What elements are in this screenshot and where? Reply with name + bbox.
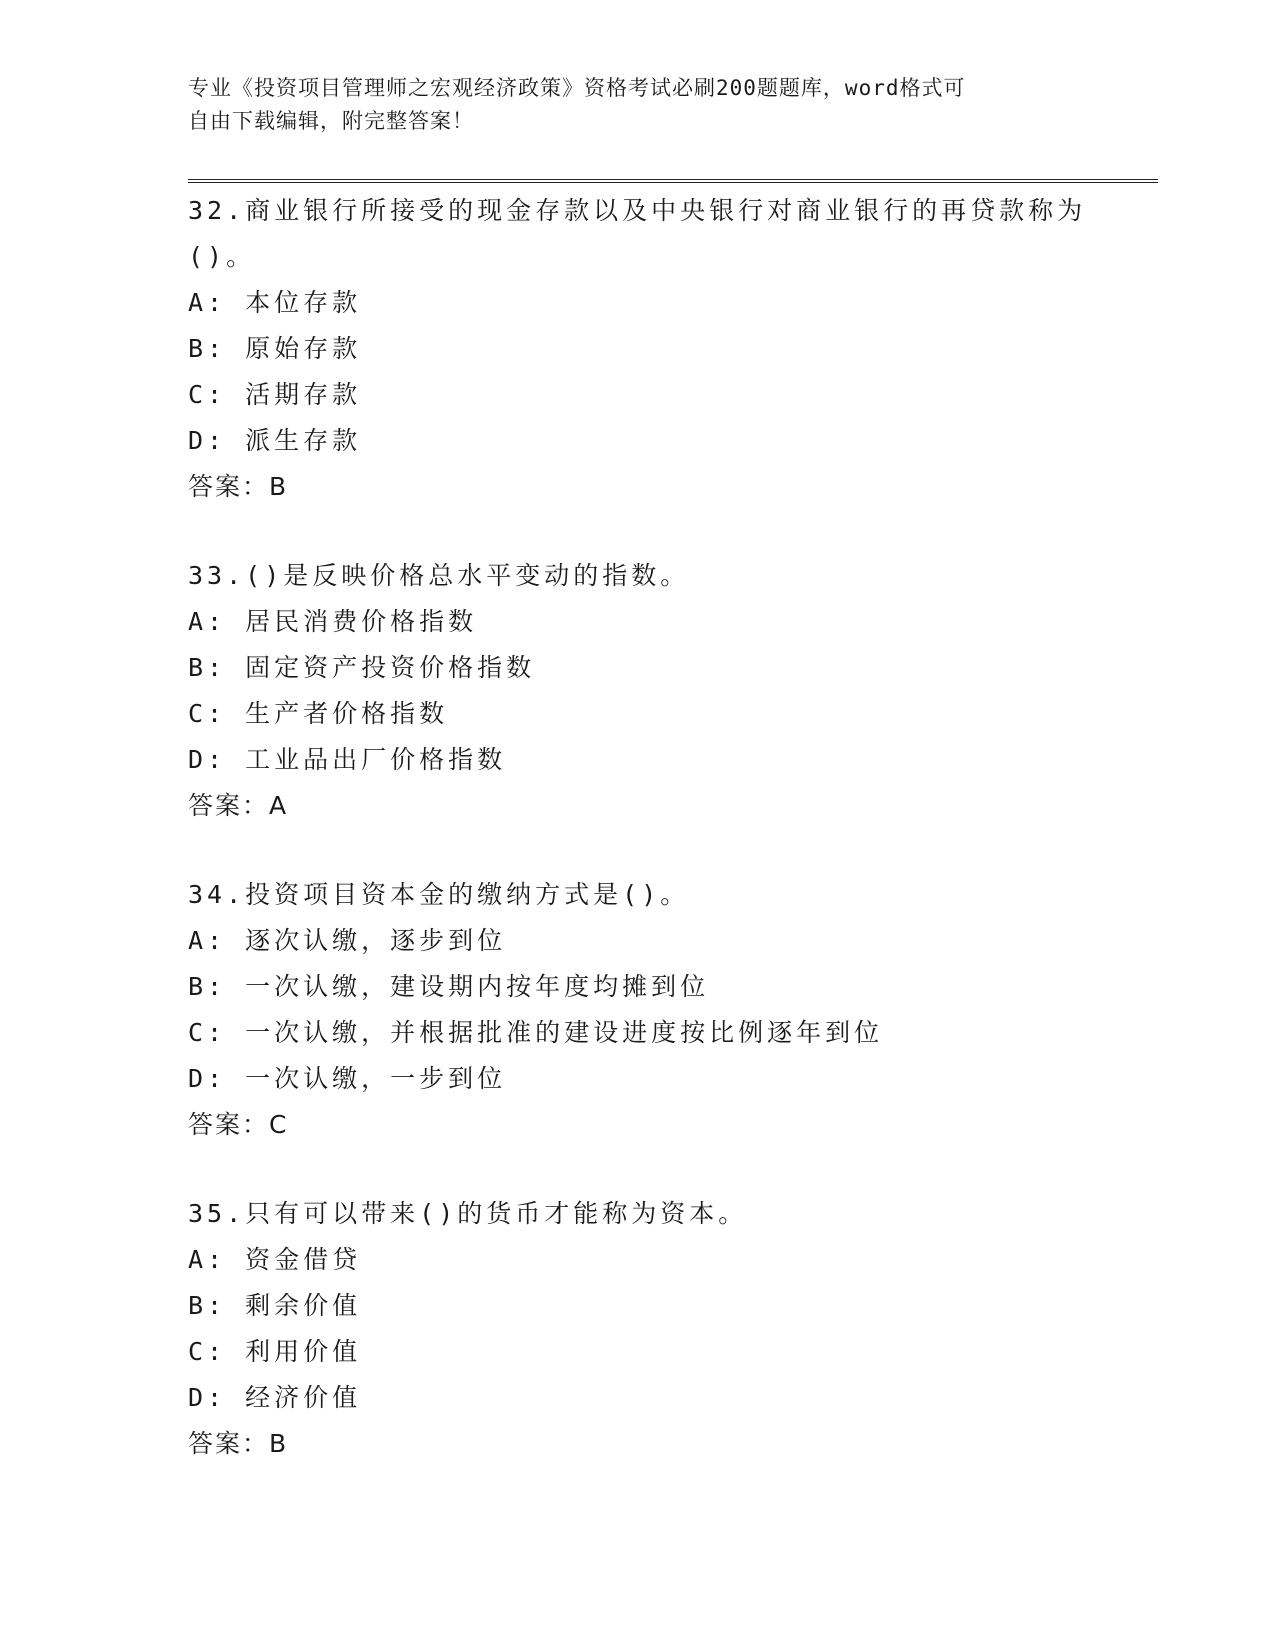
document-header xyxy=(188,72,1068,138)
option-a: A: 资金借贷 xyxy=(188,1245,362,1274)
option-d: D: 经济价值 xyxy=(188,1383,362,1412)
question-text: 33.()是反映价格总水平变动的指数。 xyxy=(188,561,690,590)
question-text: 32.商业银行所接受的现金存款以及中央银行对商业银行的再贷款称为 xyxy=(188,196,1087,225)
option-c: C: 活期存款 xyxy=(188,380,362,409)
answer: 答案：C xyxy=(188,1110,289,1139)
option-b: B: 一次认缴，建设期内按年度均摊到位 xyxy=(188,972,710,1001)
question-34 xyxy=(188,872,1148,1148)
option-d: D: 一次认缴，一步到位 xyxy=(188,1064,507,1093)
answer: 答案：A xyxy=(188,791,289,820)
question-32 xyxy=(188,188,1148,510)
question-text-cont: ()。 xyxy=(188,242,256,271)
option-b: B: 固定资产投资价格指数 xyxy=(188,653,536,682)
header-divider xyxy=(188,179,1158,183)
option-d: D: 派生存款 xyxy=(188,426,362,455)
option-a: A: 逐次认缴，逐步到位 xyxy=(188,926,507,955)
question-33 xyxy=(188,553,1148,829)
question-35 xyxy=(188,1191,1148,1467)
option-d: D: 工业品出厂价格指数 xyxy=(188,745,507,774)
question-list xyxy=(188,188,1148,1510)
answer: 答案：B xyxy=(188,472,289,501)
option-b: B: 剩余价值 xyxy=(188,1291,362,1320)
option-c: C: 利用价值 xyxy=(188,1337,362,1366)
answer: 答案：B xyxy=(188,1429,289,1458)
option-c: C: 一次认缴，并根据批准的建设进度按比例逐年到位 xyxy=(188,1018,884,1047)
header-line-2: 自由下载编辑，附完整答案！ xyxy=(188,109,474,133)
option-b: B: 原始存款 xyxy=(188,334,362,363)
option-c: C: 生产者价格指数 xyxy=(188,699,449,728)
question-text: 35.只有可以带来()的货币才能称为资本。 xyxy=(188,1199,748,1228)
option-a: A: 居民消费价格指数 xyxy=(188,607,478,636)
option-a: A: 本位存款 xyxy=(188,288,362,317)
question-text: 34.投资项目资本金的缴纳方式是()。 xyxy=(188,880,690,909)
header-line-1: 专业《投资项目管理师之宏观经济政策》资格考试必刷200题题库，word格式可 xyxy=(188,76,966,100)
